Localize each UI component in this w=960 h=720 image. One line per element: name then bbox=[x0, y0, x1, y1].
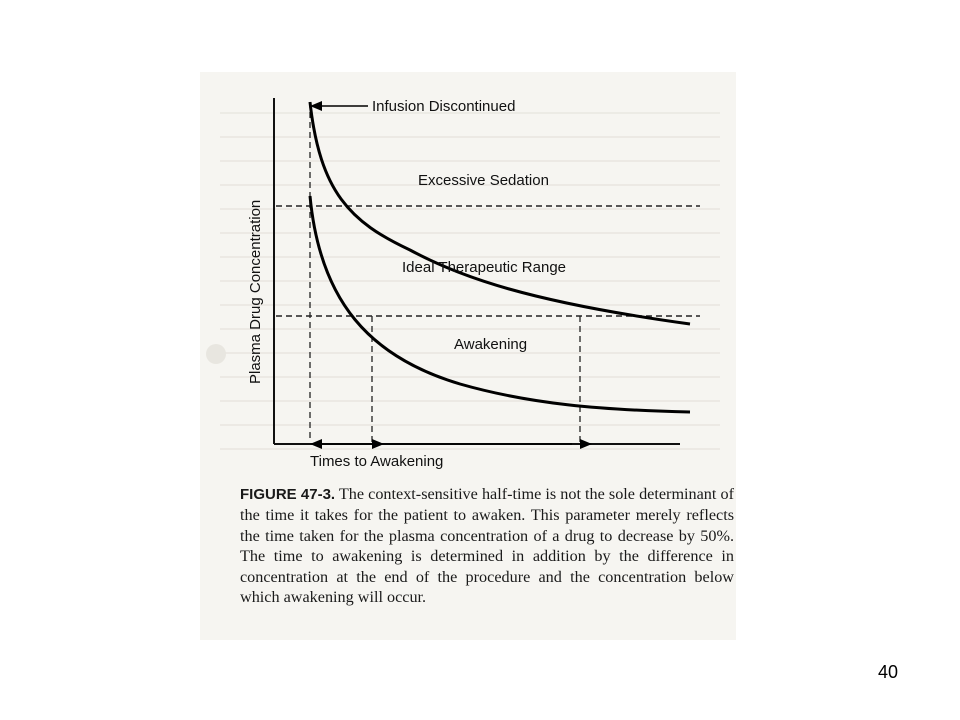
time-arrow-head-mid bbox=[372, 439, 384, 449]
ideal-therapeutic-range-label: Ideal Therapeutic Range bbox=[402, 259, 567, 276]
background-text-bleed bbox=[206, 112, 720, 450]
y-axis-label: Plasma Drug Concentration bbox=[247, 199, 264, 384]
time-arrow-head-left bbox=[310, 439, 322, 449]
excessive-sedation-label: Excessive Sedation bbox=[418, 172, 549, 189]
caption-text: The context-sensitive half-time is not the sole determinant of the time it takes for the patient to awaken. This parameter merely reflects the time taken for the plasma concentration of a drug to decrease by 50%. The time to awakening is determined in addition by the difference in concentration at the end of the procedure and the concentration below which awakening will occur. bbox=[240, 485, 734, 607]
figure-caption bbox=[240, 484, 734, 607]
scanned-page bbox=[200, 72, 736, 640]
figure-label: FIGURE 47-3. bbox=[240, 486, 336, 503]
x-axis-label: Times to Awakening bbox=[310, 453, 444, 470]
infusion-discontinued-label: Infusion Discontinued bbox=[372, 98, 516, 115]
awakening-label: Awakening bbox=[454, 336, 528, 353]
time-arrow-head-right bbox=[580, 439, 592, 449]
page-number: 40 bbox=[878, 662, 899, 682]
upper-decay-curve bbox=[310, 102, 690, 324]
